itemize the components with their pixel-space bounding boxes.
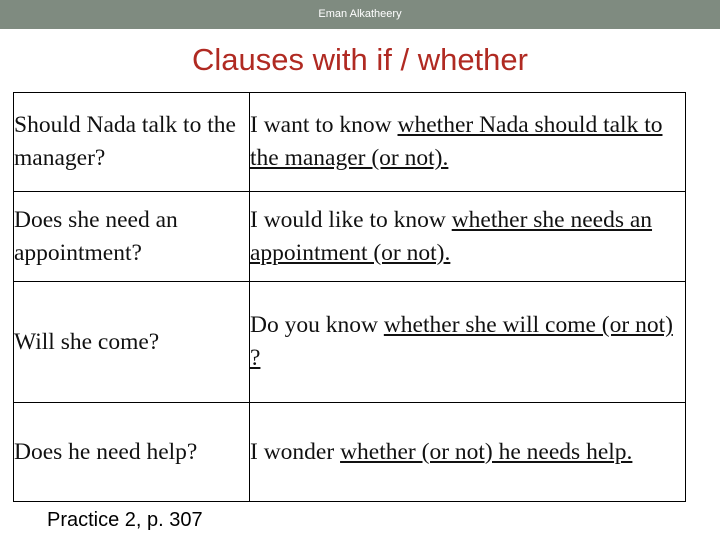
answer-prefix: Do you know	[250, 312, 384, 338]
answer-cell	[250, 192, 686, 282]
table-row	[14, 282, 686, 403]
question-cell: Should Nada talk to the manager?	[14, 93, 250, 192]
answer-underlined: whether Nada should talk to the manager (or not).	[250, 112, 663, 171]
answer-underlined: whether (or not) he needs help.	[340, 438, 633, 465]
answer-prefix: I wonder	[250, 438, 341, 465]
answer-prefix: I want to know	[250, 112, 398, 138]
question-cell: Does she need an appointment?	[14, 192, 250, 282]
answer-cell	[250, 403, 686, 502]
table-row	[14, 403, 686, 502]
clauses-table	[13, 92, 686, 502]
table-row	[14, 93, 686, 192]
answer-cell	[250, 282, 686, 403]
answer-prefix: I would like to know	[250, 206, 452, 233]
answer-cell	[250, 93, 686, 192]
answer-underlined: whether she needs an appointment (or not).	[250, 206, 653, 266]
author-name: Eman Alkatheery	[318, 8, 402, 20]
question-cell: Does he need help?	[14, 403, 250, 502]
slide-title: Clauses with if / whether	[192, 42, 528, 77]
table-row	[14, 192, 686, 282]
practice-reference: Practice 2, p. 307	[47, 509, 203, 531]
answer-underlined: whether she will come (or not) ?	[250, 312, 673, 371]
question-cell: Will she come?	[14, 282, 250, 403]
